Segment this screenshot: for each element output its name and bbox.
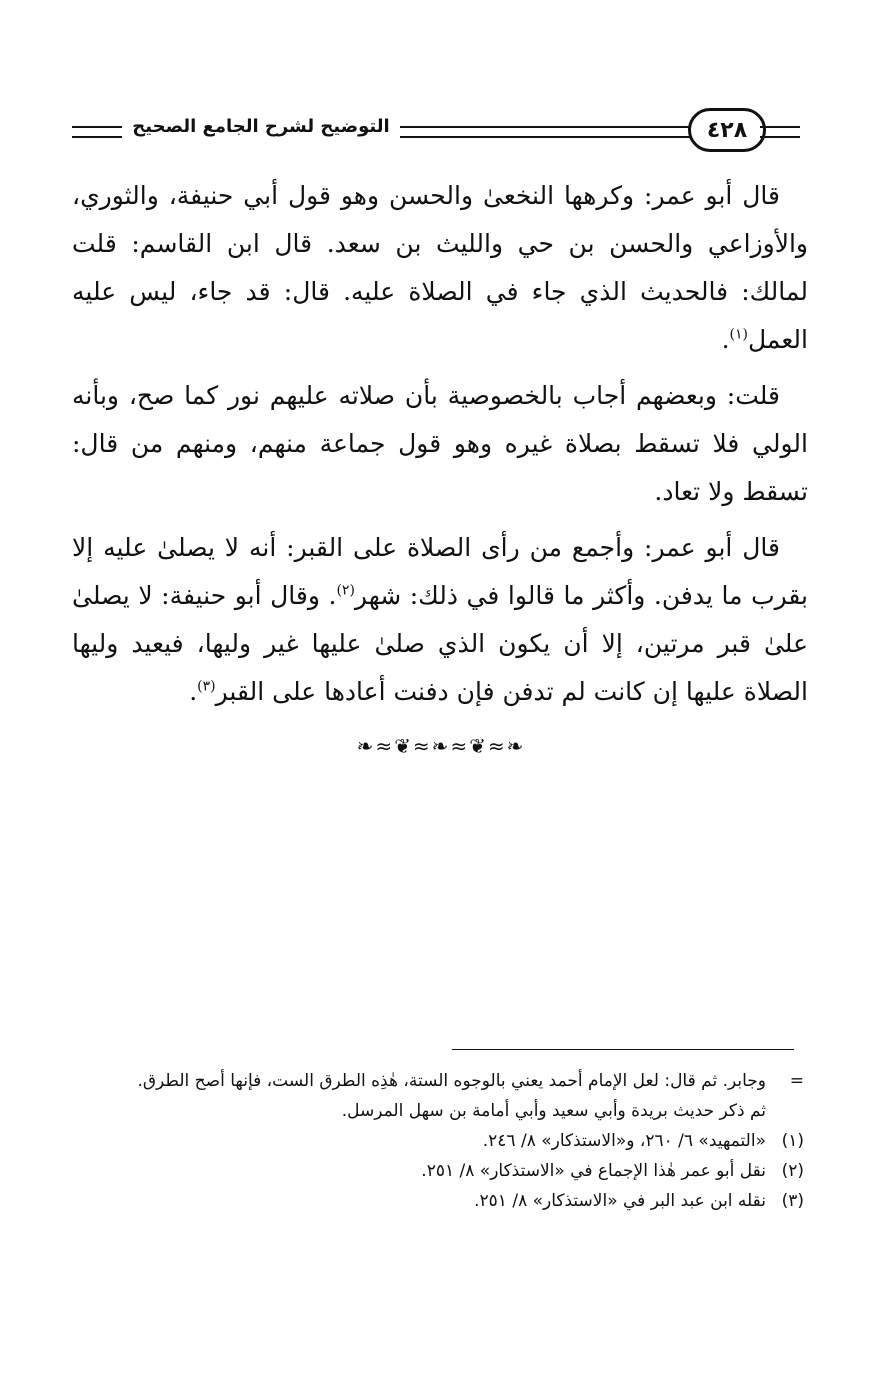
paragraph-text: قال أبو عمر: وأجمع من رأى الصلاة على القبر: أنه لا يصلىٰ عليه إلا بقرب ما يدفن. وأكثر ما قالوا في ذلك: شهر xyxy=(72,533,808,610)
paragraph-text: قال أبو عمر: وكرهها النخعىٰ والحسن وهو قول أبي حنيفة، والثوري، والأوزاعي والحسن بن حي والليث بن سعد. قال ابن القاسم: قلت لمالك: فالحديث الذي جاء في الصلاة عليه. قال: قد جاء، ليس عليه العمل xyxy=(72,181,808,354)
footnote-mark xyxy=(766,1096,804,1126)
footnote-mark: (٢) xyxy=(781,1161,804,1181)
footnote-item xyxy=(80,1066,804,1096)
running-title: التوضيح لشرح الجامع الصحيح xyxy=(132,116,390,137)
paragraph-text: قلت: وبعضهم أجاب بالخصوصية بأن صلاته عليهم نور كما صح، وبأنه الولي فلا تسقط بصلاة غيره وهو قول جماعة منهم، ومنهم من قال: تسقط ولا تعاد. xyxy=(72,381,808,506)
main-text xyxy=(72,172,808,724)
footnote-marker: (٢) xyxy=(336,582,355,599)
footnote-item xyxy=(80,1126,804,1156)
page-number: ٤٢٨ xyxy=(688,108,766,152)
footnote-item xyxy=(80,1096,804,1126)
paragraph xyxy=(72,372,808,516)
footnote-item xyxy=(80,1186,804,1216)
footnote-mark: = xyxy=(789,1071,804,1091)
footnotes xyxy=(80,1066,804,1216)
header-rule xyxy=(400,126,690,138)
footnote-item xyxy=(80,1156,804,1186)
footnote-text: ثم ذكر حديث بريدة وأبي سعيد وأبي أمامة بن سهل المرسل. xyxy=(341,1101,766,1121)
header-rule xyxy=(760,126,800,138)
footnote-text: وجابر. ثم قال: لعل الإمام أحمد يعني بالوجوه الستة، هٰذِه الطرق الست، فإنها أصح الطرق. xyxy=(137,1071,766,1091)
footnote-text: «التمهيد» ٦/ ٢٦٠، و«الاستذكار» ٨/ ٢٤٦. xyxy=(482,1131,766,1151)
header-rule xyxy=(72,126,122,138)
footnote-mark: (١) xyxy=(781,1131,804,1151)
paragraph-tail: . وقال أبو حنيفة: لا يصلىٰ علىٰ قبر مرتين، إلا أن يكون الذي صلىٰ عليها غير وليها، فيعيد وليها الصلاة عليها إن كانت لم تدفن فإن دفنت أعادها على القبر xyxy=(72,581,808,706)
paragraph-tail: . xyxy=(189,677,198,706)
paragraph-tail: . xyxy=(721,325,730,354)
section-ornament: ❧≈❦≈❧≈❦≈❧ xyxy=(356,734,526,758)
footnote-text: نقله ابن عبد البر في «الاستذكار» ٨/ ٢٥١. xyxy=(474,1191,766,1211)
footnote-mark: (٣) xyxy=(781,1191,804,1211)
footnote-separator xyxy=(452,1049,794,1050)
paragraph xyxy=(72,172,808,364)
footnote-marker: (١) xyxy=(729,326,748,343)
footnote-text: نقل أبو عمر هٰذا الإجماع في «الاستذكار» ٨/ ٢٥١. xyxy=(421,1161,766,1181)
page-header xyxy=(60,104,800,156)
paragraph xyxy=(72,524,808,716)
footnote-marker: (٣) xyxy=(197,678,216,695)
